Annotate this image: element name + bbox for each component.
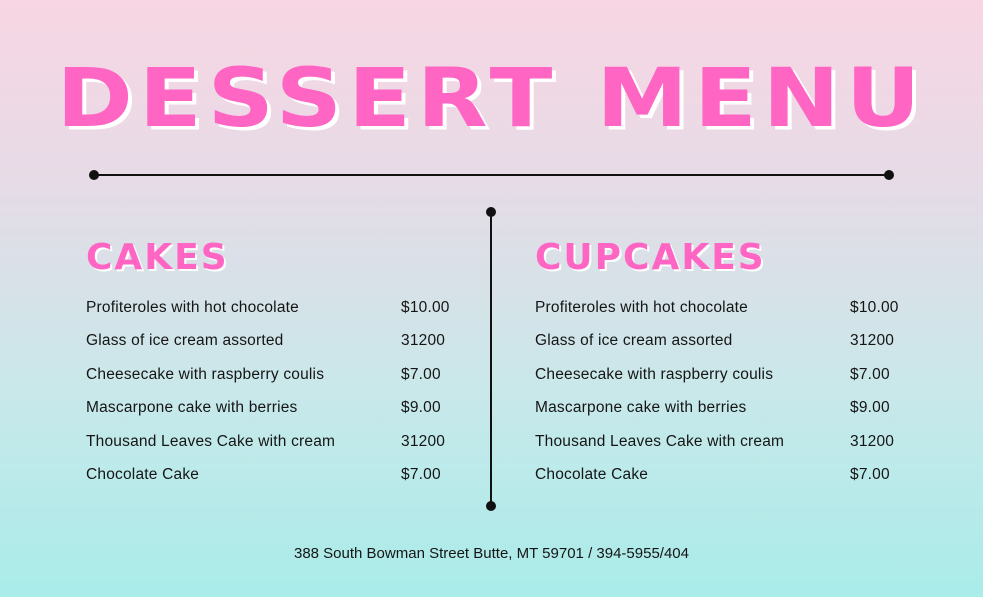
item-name: Cheesecake with raspberry coulis — [86, 365, 325, 383]
item-price: $9.00 — [401, 399, 441, 417]
item-price: $7.00 — [850, 465, 890, 483]
menu-item — [86, 425, 466, 458]
item-price: 31200 — [401, 432, 446, 450]
footer-separator: / — [588, 545, 593, 562]
item-name: Chocolate Cake — [86, 465, 200, 483]
menu-item — [535, 458, 915, 491]
menu-item — [535, 291, 915, 324]
cupcakes-section — [535, 236, 915, 491]
column-divider — [490, 211, 492, 506]
menu-item — [86, 458, 466, 491]
item-price: $10.00 — [401, 299, 450, 316]
title-divider-right-dot — [884, 170, 894, 180]
cakes-section — [86, 236, 466, 491]
item-name: Profiteroles with hot chocolate — [86, 299, 299, 316]
item-price: $7.00 — [401, 365, 441, 383]
item-price: $9.00 — [850, 399, 890, 417]
address-text: 388 South Bowman Street Butte, MT 59701 — [293, 545, 584, 562]
cakes-item-list — [86, 291, 466, 491]
item-name: Mascarpone cake with berries — [86, 399, 298, 417]
item-name: Cheesecake with raspberry coulis — [535, 365, 774, 383]
item-price: $7.00 — [401, 465, 441, 483]
item-price: 31200 — [850, 332, 895, 350]
column-divider-top-dot — [486, 207, 496, 217]
item-name: Glass of ice cream assorted — [535, 332, 733, 350]
item-name: Glass of ice cream assorted — [86, 332, 284, 350]
cupcakes-item-list — [535, 291, 915, 491]
item-name: Chocolate Cake — [535, 465, 649, 483]
menu-item — [86, 391, 466, 424]
menu-item — [535, 358, 915, 391]
cupcakes-section-title: CUPCAKES — [535, 237, 766, 278]
item-price: $10.00 — [850, 299, 899, 316]
column-divider-bottom-dot — [486, 501, 496, 511]
item-price: $7.00 — [850, 365, 890, 383]
cakes-section-title: CAKES — [86, 237, 229, 278]
item-price: 31200 — [850, 432, 895, 450]
title-divider — [94, 174, 889, 176]
menu-item — [535, 425, 915, 458]
menu-title: DESSERT MENU — [56, 50, 927, 146]
title-divider-left-dot — [89, 170, 99, 180]
contact-footer — [0, 544, 983, 564]
menu-item — [86, 358, 466, 391]
phone-text: 394-5955/404 — [596, 545, 689, 562]
menu-item — [535, 391, 915, 424]
menu-item — [86, 291, 466, 324]
item-name: Mascarpone cake with berries — [535, 399, 747, 417]
item-name: Thousand Leaves Cake with cream — [86, 432, 336, 450]
item-price: 31200 — [401, 332, 446, 350]
item-name: Profiteroles with hot chocolate — [535, 299, 748, 316]
menu-item — [535, 324, 915, 357]
item-name: Thousand Leaves Cake with cream — [535, 432, 785, 450]
menu-item — [86, 324, 466, 357]
